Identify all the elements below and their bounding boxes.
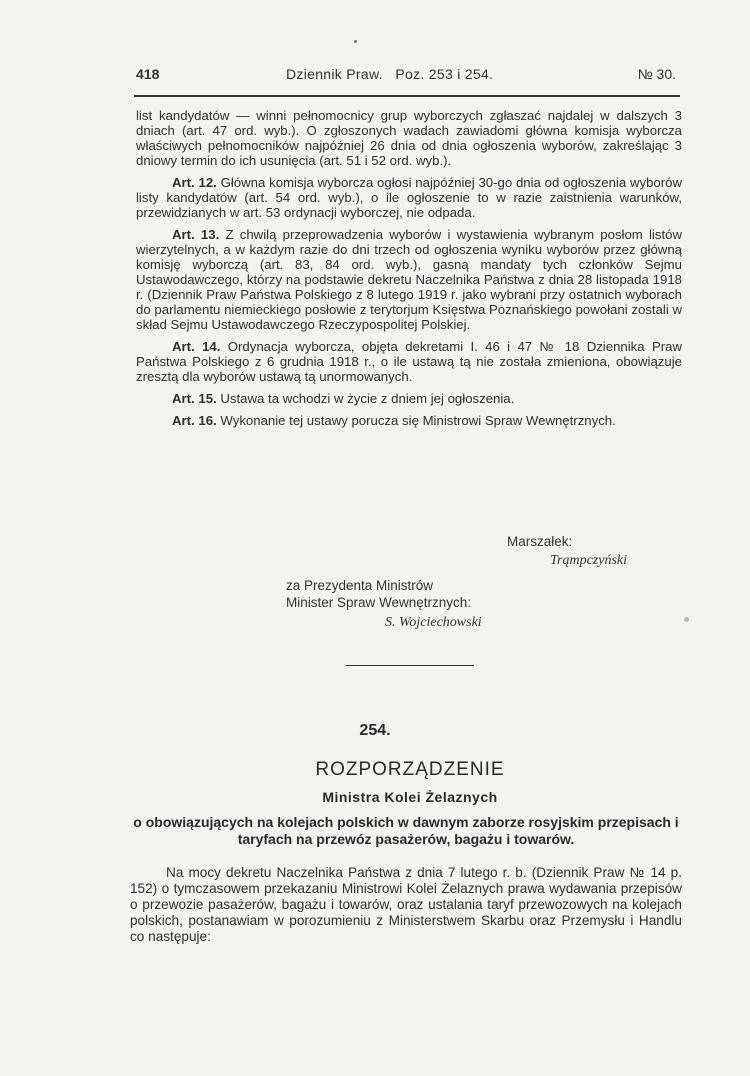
pm-line2: Minister Spraw Wewnętrznych:: [286, 595, 472, 610]
document-issuer: Ministra Kolei Żelaznych: [322, 789, 498, 805]
document-title: ROZPORZĄDZENIE: [315, 759, 505, 780]
marshal-title: Marszałek:: [507, 534, 573, 549]
document-subtitle: o obowiązujących na kolejach polskich w dawnym zaborze rosyjskim przepisach i taryfach na przewóz pasażerów, bagażu i towarów.: [133, 814, 679, 847]
paragraph-continuation: list kandydatów — winni pełnomocnicy grup wyborczych zgłaszać najdalej w dalszych 3 dniach (art. 47 ord. wyb.). O zgłoszonych wadach zawiadomi główna komisja wyborcza właściwych pełnomocników najpóźniej 26 dnia od dnia ogłoszenia wyborów, zakreślając 3 dniowy termin do ich usunięcia (art. 51 i 52 ord. wyb.).: [136, 108, 682, 168]
article-12: Art. 12. Główna komisja wyborcza ogłosi najpóźniej 30-go dnia od ogłoszenia wyborów listy kandydatów (art. 54 ord. wyb.), o ile ogłoszenie to w razie zaistnienia warunków, przewidzianych w art. 53 ordynacji wyborczej, nie odpada.: [136, 175, 682, 220]
page-header: [136, 66, 676, 86]
pm-signature-block: [286, 577, 471, 611]
article-13: Art. 13. Z chwilą przeprowadzenia wyborów i wystawienia wybranym posłom listów wierzytelnych, a w każdym razie do dni trzech od ogłoszenia wyniku wyborów przez główną komisję wyborczą (art. 83, 84 ord. wyb.), gasną mandaty tych członków Sejmu Ustawodawczego, którzy na podstawie dekretu Naczelnika Państwa z dnia 28 listopada 1918 r. (Dziennik Praw Państwa Polskiego z 8 lutego 1919 r. jako wybrani przy ostatnich wyborach do parlamentu niemieckiego posłowie z terytorjum Księstwa Poznańskiego powołani zostali w skład Sejmu Ustawodawczego Rzeczypospolitej Polskiej.: [136, 227, 682, 332]
document-body: [136, 108, 682, 435]
header-journal: Dziennik Praw. Poz. 253 i 254.: [286, 66, 494, 82]
marshal-signature: Trąmpczyński: [550, 553, 627, 568]
header-rule: [134, 95, 680, 97]
print-speck: [354, 40, 357, 43]
minister-signature: S. Wojciechowski: [385, 615, 482, 630]
preamble: Na mocy dekretu Naczelnika Państwa z dnia 7 lutego r. b. (Dziennik Praw № 14 p. 152) o tymczasowem przekazaniu Ministrowi Kolei Żelaznych prawa wydawania przepisów o przewozie pasażerów, bagażu i towarów, oraz ustalania taryf przewozowych na kolejach polskich, postanawiam w porozumieniu z Ministerstwem Skarbu oraz Przemysłu i Handlu co następuje:: [130, 865, 682, 944]
article-15: Art. 15. Ustawa ta wchodzi w życie z dniem jej ogłoszenia.: [172, 391, 515, 406]
article-16: Art. 16. Wykonanie tej ustawy porucza się Ministrowi Spraw Wewnętrznych.: [172, 413, 616, 428]
section-divider: [346, 665, 474, 666]
pm-line1: za Prezydenta Ministrów: [286, 578, 434, 593]
issue-number: № 30.: [637, 66, 676, 82]
article-14: Art. 14. Ordynacja wyborcza, objęta dekretami I. 46 i 47 № 18 Dziennika Praw Państwa Polskiego z 6 grudnia 1918 r., o ile ustawą tą nie została zmieniona, obowiązuje zresztą dla wyborów ustawą tą unormowanych.: [136, 339, 682, 384]
position-number: 254.: [359, 722, 391, 739]
document-body-254: [130, 865, 682, 945]
page-number: 418: [136, 66, 160, 82]
print-speck: [684, 617, 689, 622]
